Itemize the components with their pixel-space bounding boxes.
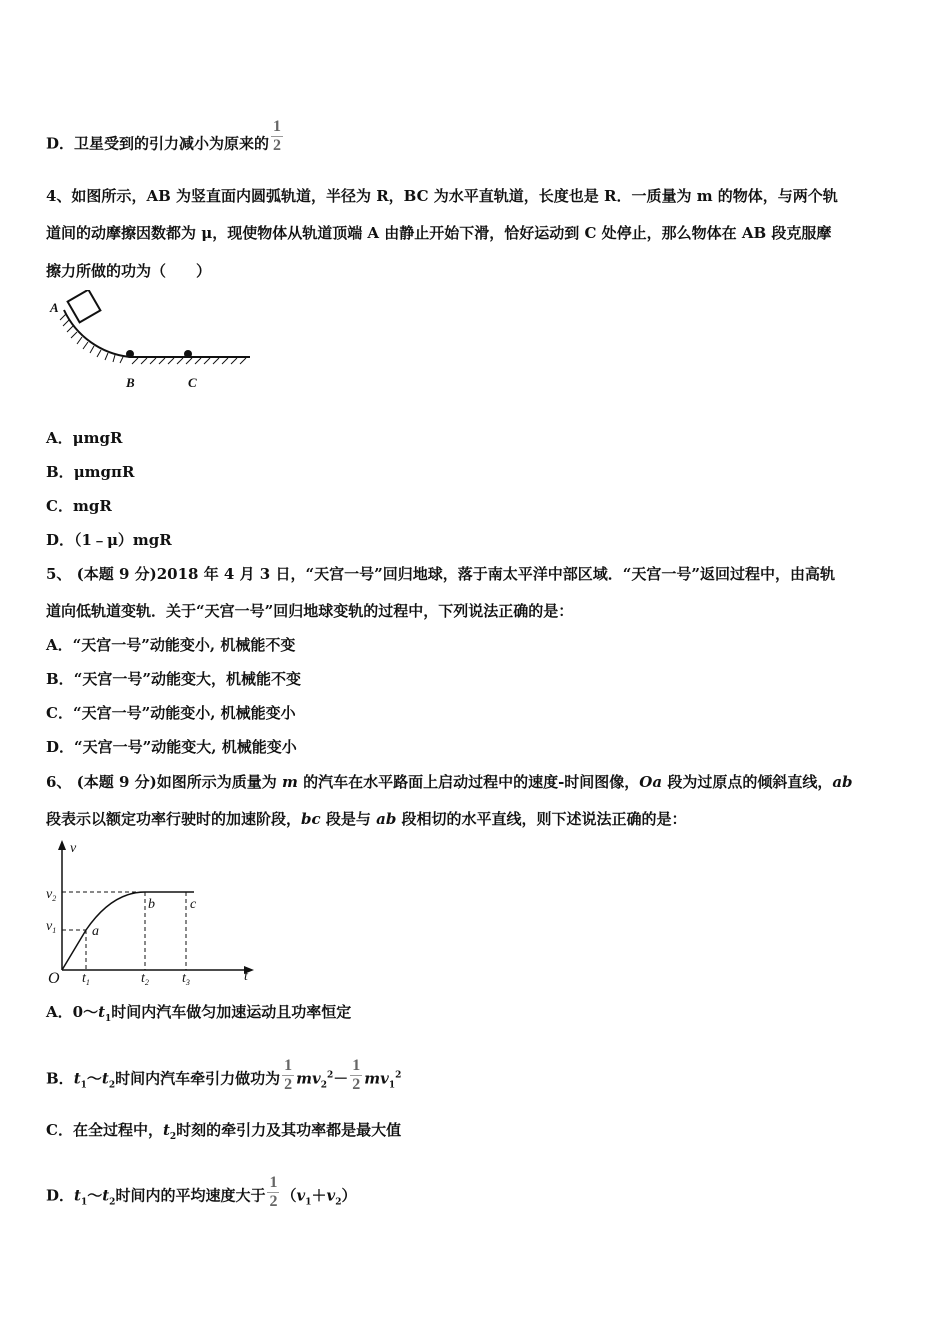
t2-label: $t_2$ <box>141 971 149 987</box>
t3-label: $t_3$ <box>182 971 190 987</box>
point-c-label: c <box>190 897 197 912</box>
fraction-half: $\frac{1}{2}$ <box>284 1057 293 1093</box>
point-a-label: a <box>92 924 99 939</box>
q5-stem-line1: 5、 (本题 9 分)2018 年 4 月 3 日，“天宫一号”回归地球，落于南太平洋中部区域．“天宫一号”返回过程中，由高轨 <box>46 565 835 583</box>
v-axis-label: v <box>70 841 77 856</box>
q6-stem-line2: 段表示以额定功率行驶时的加速阶段，bc 段是与 ab 段相切的水平直线，则下述说法正确的是： <box>46 810 687 828</box>
point-b <box>126 350 134 358</box>
q4-stem-line1: 4、如图所示，AB 为竖直面内圆弧轨道，半径为 R，BC 为水平直轨道，长度也是 R．一质量为 m 的物体，与两个轨 <box>46 187 838 205</box>
q6-option-c: C．在全过程中，$t_2$时刻的牵引力及其功率都是最大值 <box>46 1121 402 1142</box>
origin-label: O <box>48 970 60 987</box>
point-b-label: b <box>148 897 155 912</box>
velocity-curve <box>62 892 194 970</box>
fraction-half: $\frac{1}{2}$ <box>269 1174 278 1210</box>
q4-stem-line2: 道间的动摩擦因数都为 μ，现使物体从轨道顶端 A 由静止开始下滑，恰好运动到 C 处停止，那么物体在 AB 段克服摩 <box>46 224 832 242</box>
q5-stem-line2: 道向低轨道变轨．关于“天宫一号”回归地球变轨的过程中，下列说法正确的是： <box>46 602 574 620</box>
fraction-half: $\frac{1}{2}$ <box>273 118 282 154</box>
q4-option-c: C．mgR <box>46 497 112 515</box>
q6-stem-line1: 6、 (本题 9 分)如图所示为质量为 m 的汽车在水平路面上启动过程中的速度-时间图像，Oa 段为过原点的倾斜直线，ab <box>46 773 853 791</box>
q4-track-figure <box>44 290 256 394</box>
v1-label: $v_1$ <box>46 919 57 935</box>
v-axis-arrow <box>58 840 66 850</box>
q4-option-a: A．μmgR <box>46 429 123 447</box>
label-b: B <box>126 375 135 390</box>
fraction-half: $\frac{1}{2}$ <box>352 1057 361 1093</box>
q6-vt-graph <box>44 838 258 988</box>
q4-stem-line3: 擦力所做的功为（ ） <box>46 262 212 280</box>
v2-label: $v_2$ <box>46 887 57 903</box>
q5-option-a: A．“天宫一号”动能变小, 机械能不变 <box>46 636 296 654</box>
q5-option-b: B．“天宫一号”动能变大，机械能不变 <box>46 670 301 688</box>
t1-label: $t_1$ <box>82 971 90 987</box>
t-axis-label: t <box>244 969 248 984</box>
q4-option-b: B．μmgπR <box>46 463 135 481</box>
q6-option-b: B．$t_1\sim t_2$时间内汽车牵引力做功为 $\frac{1}{2}$ $mv_2^2-$ $\frac{1}{2}$ $mv_1^2$ <box>46 1057 402 1093</box>
label-c: C <box>188 375 197 390</box>
q6-option-a: A．$0\sim t_1$时间内汽车做匀加速运动且功率恒定 <box>46 1003 352 1024</box>
q3-option-d: D．卫星受到的引力减小为原来的 $\frac{1}{2}$ <box>46 118 282 154</box>
q6-option-d: D．$t_1\sim t_2$时间内的平均速度大于 $\frac{1}{2}$ $(v_1+v_2)$ <box>46 1174 357 1210</box>
point-c <box>184 350 192 358</box>
q4-option-d: D．（1﹣μ）mgR <box>46 531 172 549</box>
block <box>68 290 101 322</box>
label-a: A <box>50 300 59 315</box>
q5-option-d: D．“天宫一号”动能变大, 机械能变小 <box>46 738 297 756</box>
q5-option-c: C．“天宫一号”动能变小, 机械能变小 <box>46 704 296 722</box>
